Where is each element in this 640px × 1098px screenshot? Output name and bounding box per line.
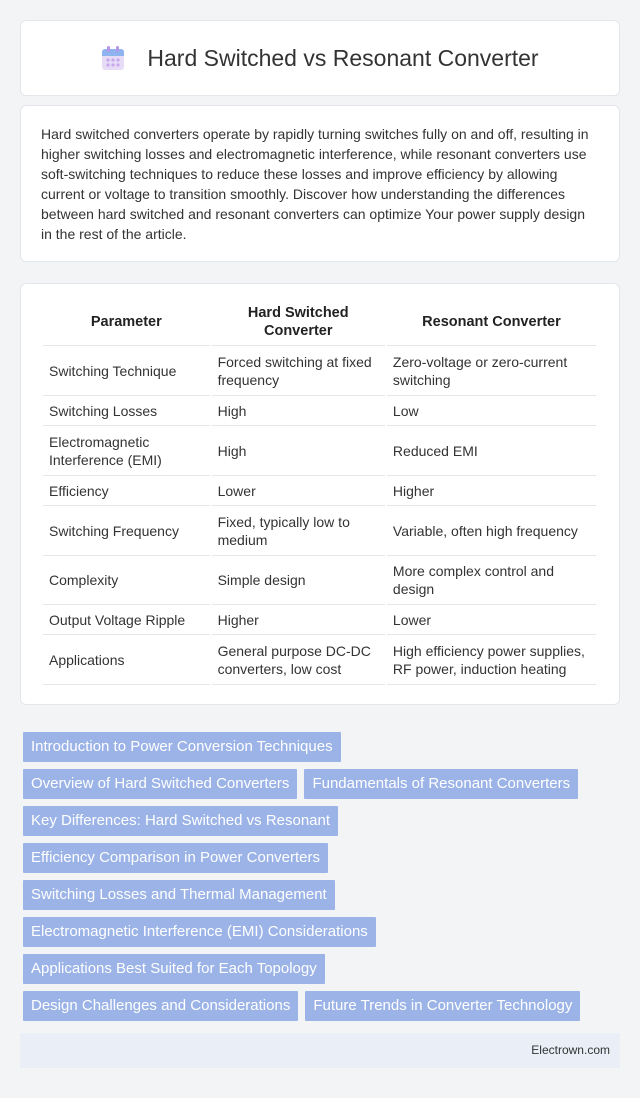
cell-resonant: High efficiency power supplies, RF power, induction heating — [387, 635, 596, 685]
intro-paragraph: Hard switched converters operate by rapidly turning switches fully on and off, resulting in higher switching losses and electromagnetic interference, while resonant converters use soft-switching techniques to reduce these losses and improve efficiency by allowing current or voltage to transition smoothly. Discover how understanding the differences between hard switched and resonant converters can optimize Your power supply design in the rest of the article. — [41, 126, 589, 242]
cell-hard-switched: Fixed, typically low to medium — [212, 506, 385, 556]
comparison-table-card — [20, 283, 620, 705]
table-row — [43, 346, 596, 396]
calendar-icon — [101, 45, 125, 71]
header-resonant: Resonant Converter — [387, 298, 596, 346]
table-row — [43, 426, 596, 476]
cell-hard-switched: Forced switching at fixed frequency — [212, 346, 385, 396]
table-row — [43, 556, 596, 605]
cell-parameter: Complexity — [43, 556, 210, 605]
tag-row — [23, 769, 623, 799]
table-row — [43, 635, 596, 685]
cell-hard-switched: High — [212, 396, 385, 426]
page-title: Hard Switched vs Resonant Converter — [147, 44, 539, 71]
tag-key-differences[interactable]: Key Differences: Hard Switched vs Resonant — [23, 806, 338, 836]
comparison-table — [41, 298, 598, 685]
cell-hard-switched: Higher — [212, 605, 385, 635]
intro-card — [20, 105, 620, 262]
table-header-row — [43, 298, 596, 346]
cell-hard-switched: High — [212, 426, 385, 476]
cell-resonant: More complex control and design — [387, 556, 596, 605]
tag-future-trends[interactable]: Future Trends in Converter Technology — [305, 991, 580, 1021]
table-row — [43, 506, 596, 556]
table-row — [43, 605, 596, 635]
related-topics — [23, 732, 623, 1028]
tag-row — [23, 991, 623, 1021]
footer — [20, 1033, 620, 1068]
tag-row — [23, 954, 623, 984]
cell-parameter: Switching Technique — [43, 346, 210, 396]
cell-hard-switched: Lower — [212, 476, 385, 506]
tag-emi-considerations[interactable]: Electromagnetic Interference (EMI) Considerations — [23, 917, 376, 947]
tag-hard-switched-overview[interactable]: Overview of Hard Switched Converters — [23, 769, 297, 799]
cell-parameter: Efficiency — [43, 476, 210, 506]
cell-parameter: Switching Frequency — [43, 506, 210, 556]
tag-resonant-fundamentals[interactable]: Fundamentals of Resonant Converters — [304, 769, 578, 799]
cell-parameter: Output Voltage Ripple — [43, 605, 210, 635]
footer-site-name: Electrown.com — [531, 1043, 610, 1057]
cell-resonant: Variable, often high frequency — [387, 506, 596, 556]
tag-row — [23, 917, 623, 947]
tag-switching-losses[interactable]: Switching Losses and Thermal Management — [23, 880, 335, 910]
tag-row — [23, 880, 623, 910]
tag-efficiency-comparison[interactable]: Efficiency Comparison in Power Converters — [23, 843, 328, 873]
tag-row — [23, 843, 623, 873]
tag-row — [23, 732, 623, 762]
cell-parameter: Switching Losses — [43, 396, 210, 426]
cell-resonant: Zero-voltage or zero-current switching — [387, 346, 596, 396]
cell-resonant: Low — [387, 396, 596, 426]
cell-hard-switched: Simple design — [212, 556, 385, 605]
cell-parameter: Electromagnetic Interference (EMI) — [43, 426, 210, 476]
cell-hard-switched: General purpose DC-DC converters, low cost — [212, 635, 385, 685]
cell-parameter: Applications — [43, 635, 210, 685]
header-hard-switched: Hard Switched Converter — [212, 298, 385, 346]
cell-resonant: Lower — [387, 605, 596, 635]
tag-introduction[interactable]: Introduction to Power Conversion Techniques — [23, 732, 341, 762]
header-card — [20, 20, 620, 96]
cell-resonant: Higher — [387, 476, 596, 506]
header-parameter: Parameter — [43, 298, 210, 346]
table-row — [43, 396, 596, 426]
cell-resonant: Reduced EMI — [387, 426, 596, 476]
tag-design-challenges[interactable]: Design Challenges and Considerations — [23, 991, 298, 1021]
tag-row — [23, 806, 623, 836]
table-row — [43, 476, 596, 506]
tag-applications[interactable]: Applications Best Suited for Each Topology — [23, 954, 325, 984]
